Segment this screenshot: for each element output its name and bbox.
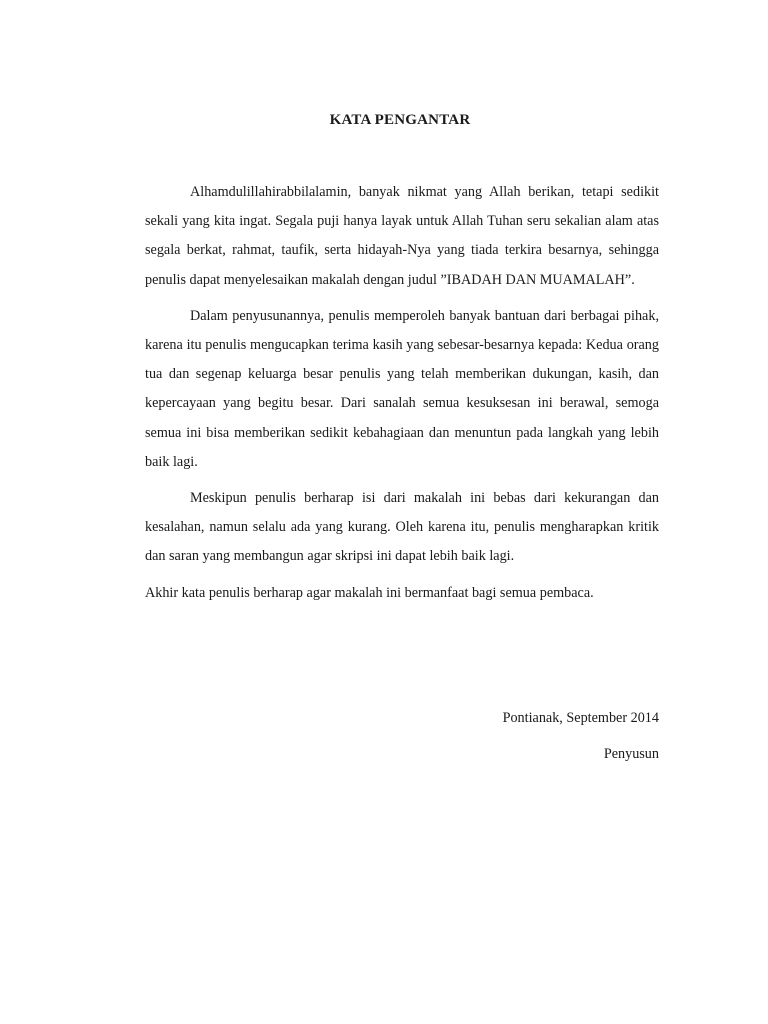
paragraph-acknowledgement: Dalam penyusunannya, penulis memperoleh banyak bantuan dari berbagai pihak, karena itu penulis mengucapkan terima kasih yang sebesar-besarnya kepada: Kedua orang tua dan segenap keluarga besar penulis yang telah memberikan dukungan, kasih, dan kepercayaan yang begitu besar. Dari sanalah semua kesuksesan ini berawal, semoga semua ini bisa memberikan sedikit kebahagiaan dan menuntun pada langkah yang lebih baik lagi. [145, 307, 659, 470]
document-body [145, 178, 659, 615]
paragraph-opening: Alhamdulillahirabbilalamin, banyak nikmat yang Allah berikan, tetapi sedikit sekali yang kita ingat. Segala puji hanya layak untuk Allah Tuhan seru sekalian alam atas segala berkat, rahmat, taufik, serta hidayah-Nya yang tiada terkira besarnya, sehingga penulis dapat menyelesaikan makalah dengan judul ”IBADAH DAN MUAMALAH”. [145, 184, 659, 288]
signature-block [503, 700, 659, 772]
page-title: KATA PENGANTAR [329, 112, 471, 128]
place-date: Pontianak, September 2014 [502, 710, 659, 726]
author-label: Penyusun [603, 746, 659, 762]
paragraph-feedback: Meskipun penulis berharap isi dari makalah ini bebas dari kekurangan dan kesalahan, namun selalu ada yang kurang. Oleh karena itu, penulis mengharapkan kritik dan saran yang membangun agar skripsi ini dapat lebih baik lagi. [145, 490, 659, 565]
paragraph-closing: Akhir kata penulis berharap agar makalah ini bermanfaat bagi semua pembaca. [145, 584, 594, 601]
